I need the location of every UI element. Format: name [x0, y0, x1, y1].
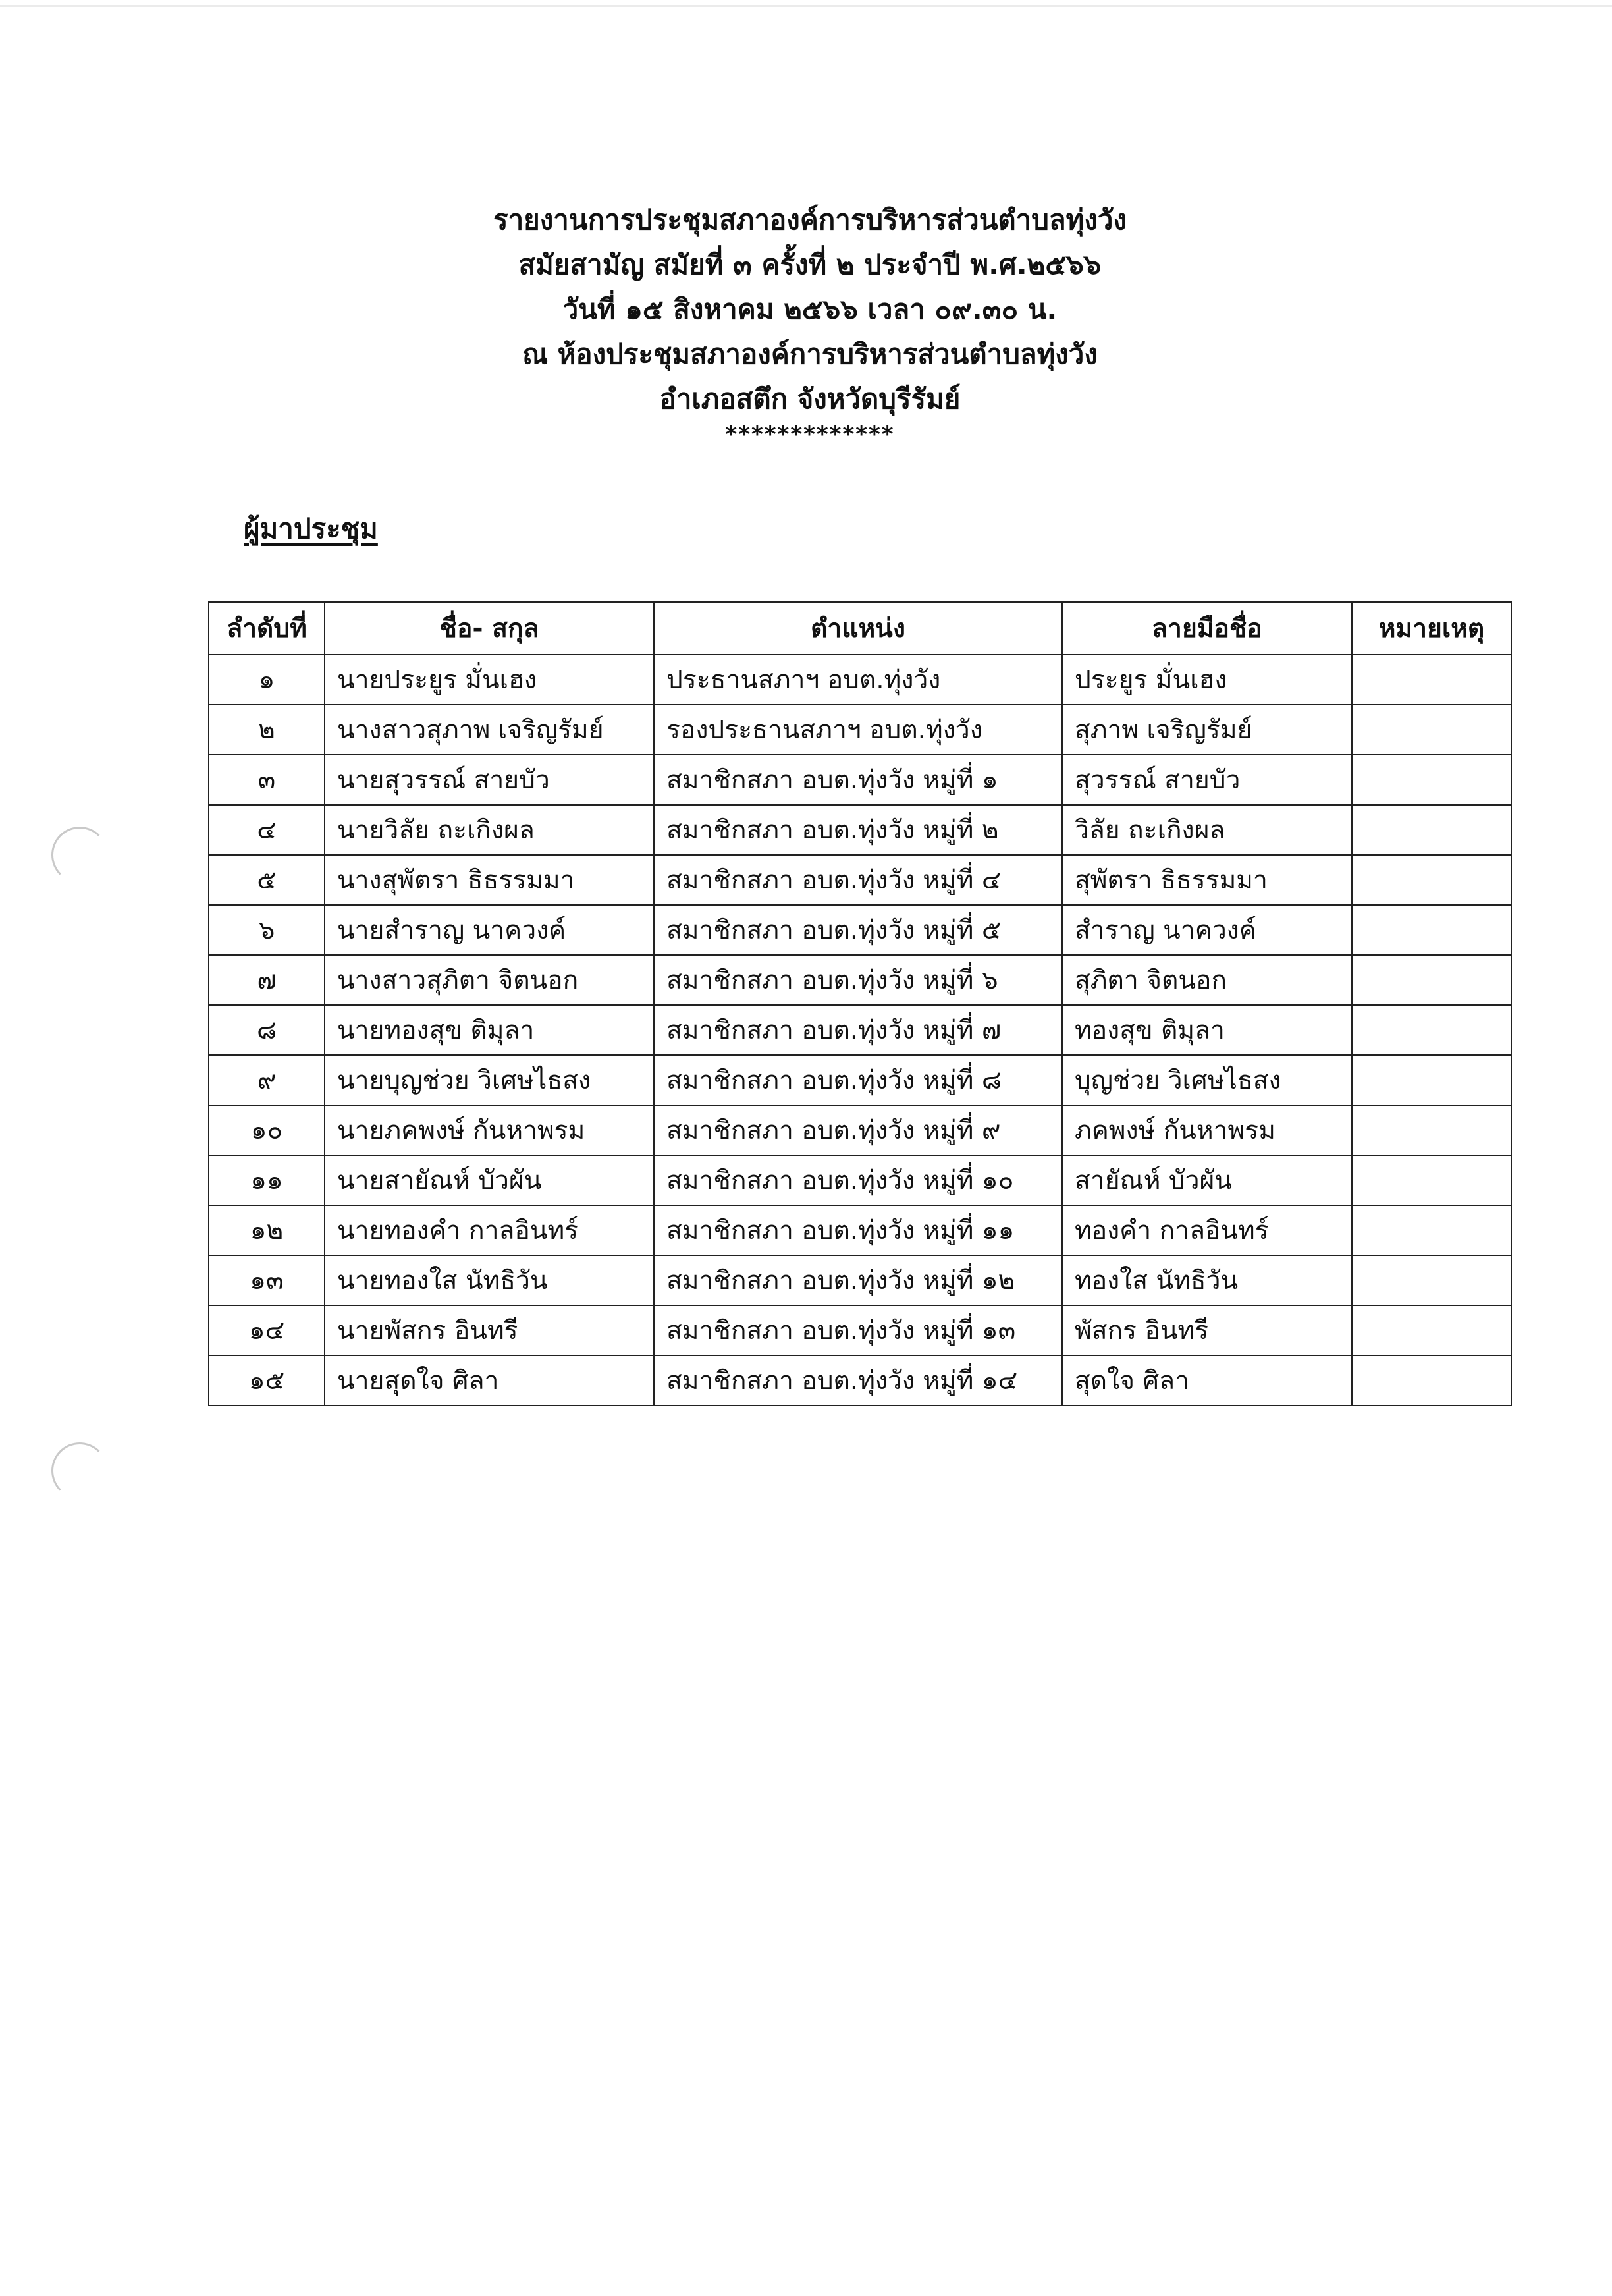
- row-name: นายสำราญ นาควงค์: [325, 905, 654, 955]
- district-line: อำเภอสตึก จังหวัดบุรีรัมย์: [659, 383, 961, 415]
- session-line: สมัยสามัญ สมัยที่ ๓ ครั้งที่ ๒ ประจำปี พ.ศ.๒๕๖๖: [518, 248, 1102, 281]
- attendance-table: [208, 601, 1512, 1406]
- row-number: ๖: [209, 905, 325, 955]
- table-row: [209, 1155, 1511, 1205]
- row-remark: [1352, 905, 1511, 955]
- header-remark: หมายเหตุ: [1352, 602, 1511, 655]
- row-remark: [1352, 1105, 1511, 1155]
- report-title: รายงานการประชุมสภาองค์การบริหารส่วนตำบลทุ่งวัง: [493, 204, 1127, 236]
- table-row: [209, 1055, 1511, 1105]
- header-signature: ลายมือชื่อ: [1062, 602, 1352, 655]
- attendees-heading: ผู้มาประชุม: [244, 512, 378, 545]
- date-time-line: วันที่ ๑๕ สิงหาคม ๒๕๖๖ เวลา ๐๙.๓๐ น.: [562, 293, 1058, 325]
- row-signature: ภคพงษ์ กันหาพรม: [1062, 1105, 1352, 1155]
- row-signature: พัสกร อินทรี: [1062, 1305, 1352, 1355]
- row-remark: [1352, 1205, 1511, 1255]
- row-signature: สายัณห์ บัวผัน: [1062, 1155, 1352, 1205]
- row-position: สมาชิกสภา อบต.ทุ่งวัง หมู่ที่ ๙: [654, 1105, 1062, 1155]
- row-signature: ประยูร มั่นเฮง: [1062, 655, 1352, 705]
- row-name: นายบุญช่วย วิเศษไธสง: [325, 1055, 654, 1105]
- row-name: นางสาวสุภาพ เจริญรัมย์: [325, 705, 654, 755]
- row-name: นายทองใส นัทธิวัน: [325, 1255, 654, 1305]
- row-remark: [1352, 755, 1511, 805]
- table-header-row: [209, 602, 1511, 655]
- row-name: นายสุดใจ ศิลา: [325, 1355, 654, 1406]
- venue-line: ณ ห้องประชุมสภาองค์การบริหารส่วนตำบลทุ่งวัง: [522, 338, 1098, 370]
- row-number: ๑๓: [209, 1255, 325, 1305]
- table-row: [209, 655, 1511, 705]
- row-number: ๑๐: [209, 1105, 325, 1155]
- row-remark: [1352, 855, 1511, 905]
- row-remark: [1352, 1255, 1511, 1305]
- row-position: สมาชิกสภา อบต.ทุ่งวัง หมู่ที่ ๑๐: [654, 1155, 1062, 1205]
- document-header: [369, 198, 1251, 448]
- row-signature: ทองใส นัทธิวัน: [1062, 1255, 1352, 1305]
- row-number: ๗: [209, 955, 325, 1005]
- row-position: สมาชิกสภา อบต.ทุ่งวัง หมู่ที่ ๖: [654, 955, 1062, 1005]
- row-remark: [1352, 1305, 1511, 1355]
- row-signature: สุภาพ เจริญรัมย์: [1062, 705, 1352, 755]
- header-position: ตำแหน่ง: [654, 602, 1062, 655]
- row-position: สมาชิกสภา อบต.ทุ่งวัง หมู่ที่ ๑: [654, 755, 1062, 805]
- row-remark: [1352, 805, 1511, 855]
- row-remark: [1352, 955, 1511, 1005]
- row-number: ๑๑: [209, 1155, 325, 1205]
- table-row: [209, 1105, 1511, 1155]
- row-signature: ทองสุข ติมุลา: [1062, 1005, 1352, 1055]
- row-position: สมาชิกสภา อบต.ทุ่งวัง หมู่ที่ ๒: [654, 805, 1062, 855]
- row-remark: [1352, 1055, 1511, 1105]
- row-name: นายวิลัย ถะเกิงผล: [325, 805, 654, 855]
- table-row: [209, 955, 1511, 1005]
- row-remark: [1352, 705, 1511, 755]
- row-number: ๘: [209, 1005, 325, 1055]
- table-row: [209, 855, 1511, 905]
- row-signature: สุวรรณ์ สายบัว: [1062, 755, 1352, 805]
- row-signature: สุภิตา จิตนอก: [1062, 955, 1352, 1005]
- row-remark: [1352, 1355, 1511, 1406]
- row-remark: [1352, 1005, 1511, 1055]
- row-number: ๑: [209, 655, 325, 705]
- row-signature: สำราญ นาควงค์: [1062, 905, 1352, 955]
- table-row: [209, 1355, 1511, 1406]
- table-row: [209, 755, 1511, 805]
- separator-stars: *************: [725, 422, 895, 448]
- row-position: สมาชิกสภา อบต.ทุ่งวัง หมู่ที่ ๔: [654, 855, 1062, 905]
- row-number: ๓: [209, 755, 325, 805]
- row-remark: [1352, 655, 1511, 705]
- row-remark: [1352, 1155, 1511, 1205]
- row-signature: บุญช่วย วิเศษไธสง: [1062, 1055, 1352, 1105]
- row-number: ๙: [209, 1055, 325, 1105]
- table-row: [209, 1005, 1511, 1055]
- table-row: [209, 1205, 1511, 1255]
- row-position: สมาชิกสภา อบต.ทุ่งวัง หมู่ที่ ๘: [654, 1055, 1062, 1105]
- scan-streak-top: [0, 5, 1612, 7]
- table-row: [209, 905, 1511, 955]
- row-number: ๑๕: [209, 1355, 325, 1406]
- row-position: สมาชิกสภา อบต.ทุ่งวัง หมู่ที่ ๑๔: [654, 1355, 1062, 1406]
- row-position: สมาชิกสภา อบต.ทุ่งวัง หมู่ที่ ๗: [654, 1005, 1062, 1055]
- row-number: ๕: [209, 855, 325, 905]
- row-name: นายสุวรรณ์ สายบัว: [325, 755, 654, 805]
- row-position: สมาชิกสภา อบต.ทุ่งวัง หมู่ที่ ๑๑: [654, 1205, 1062, 1255]
- punch-hole-lower: [51, 1442, 108, 1499]
- table-row: [209, 805, 1511, 855]
- row-position: สมาชิกสภา อบต.ทุ่งวัง หมู่ที่ ๑๓: [654, 1305, 1062, 1355]
- row-name: นายประยูร มั่นเฮง: [325, 655, 654, 705]
- row-number: ๔: [209, 805, 325, 855]
- table-row: [209, 1255, 1511, 1305]
- header-name: ชื่อ- สกุล: [325, 602, 654, 655]
- row-number: ๑๒: [209, 1205, 325, 1255]
- row-position: สมาชิกสภา อบต.ทุ่งวัง หมู่ที่ ๑๒: [654, 1255, 1062, 1305]
- row-name: นายทองคำ กาลอินทร์: [325, 1205, 654, 1255]
- row-position: ประธานสภาฯ อบต.ทุ่งวัง: [654, 655, 1062, 705]
- row-name: นางสุพัตรา ธิธรรมมา: [325, 855, 654, 905]
- row-name: นางสาวสุภิตา จิตนอก: [325, 955, 654, 1005]
- table-row: [209, 1305, 1511, 1355]
- row-signature: สุพัตรา ธิธรรมมา: [1062, 855, 1352, 905]
- row-name: นายพัสกร อินทรี: [325, 1305, 654, 1355]
- row-signature: ทองคำ กาลอินทร์: [1062, 1205, 1352, 1255]
- row-signature: สุดใจ ศิลา: [1062, 1355, 1352, 1406]
- row-position: รองประธานสภาฯ อบต.ทุ่งวัง: [654, 705, 1062, 755]
- row-signature: วิลัย ถะเกิงผล: [1062, 805, 1352, 855]
- row-name: นายทองสุข ติมุลา: [325, 1005, 654, 1055]
- header-number: ลำดับที่: [209, 602, 325, 655]
- table-row: [209, 705, 1511, 755]
- row-name: นายสายัณห์ บัวผัน: [325, 1155, 654, 1205]
- row-number: ๑๔: [209, 1305, 325, 1355]
- row-number: ๒: [209, 705, 325, 755]
- row-name: นายภคพงษ์ กันหาพรม: [325, 1105, 654, 1155]
- punch-hole-upper: [51, 827, 108, 883]
- row-position: สมาชิกสภา อบต.ทุ่งวัง หมู่ที่ ๕: [654, 905, 1062, 955]
